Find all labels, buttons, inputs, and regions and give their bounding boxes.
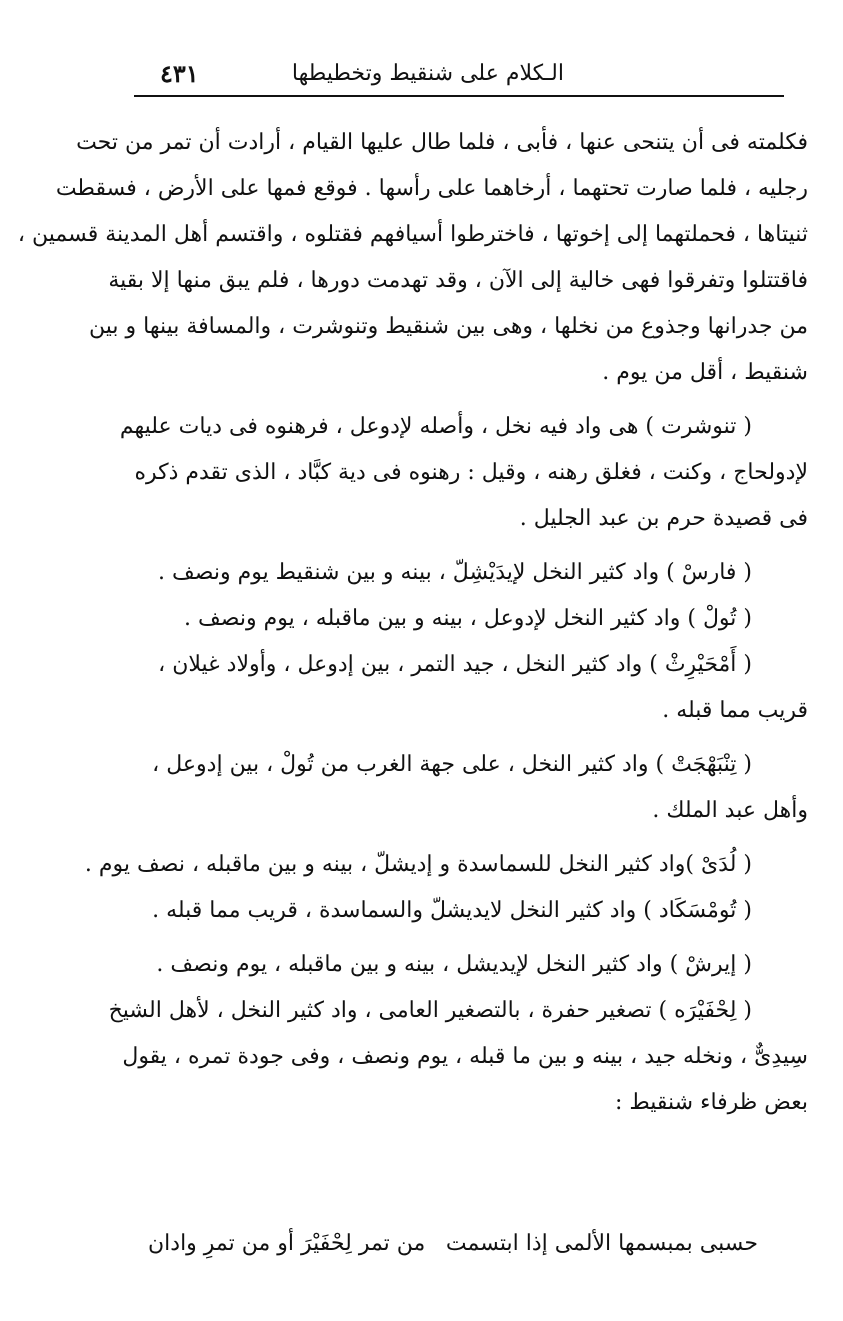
text-line: ( تُومْسَكَاد ) واد كثير النخل لايديشلّ والسماسدة ، قريب مما قبله . xyxy=(152,898,752,923)
text-line: ( فارسْ ) واد كثير النخل لإيدَيْشِلّ ، بينه و بين شنقيط يوم ونصف . xyxy=(158,560,752,585)
text-line: بعض ظرفاء شنقيط : xyxy=(614,1090,808,1115)
text-line: ( أَمْحَيْرِثْ ) واد كثير النخل ، جيد التمر ، بين إدوعل ، وأولاد غيلان ، xyxy=(158,652,752,677)
text-line: ( لُدَىْ )واد كثير النخل للسماسدة و إديشلّ ، بينه و بين ماقبله ، نصف يوم . xyxy=(84,852,752,877)
text-line: ( تُولْ ) واد كثير النخل لإدوعل ، بينه و بين ماقبله ، يوم ونصف . xyxy=(184,606,752,631)
text-line: من جدرانها وجذوع من نخلها ، وهى بين شنقيط وتنوشرت ، والمسافة بينها و بين xyxy=(89,314,808,339)
text-line: قريب مما قبله . xyxy=(662,698,808,723)
text-line: فاقتتلوا وتفرقوا فهى خالية إلى الآن ، وقد تهدمت دورها ، فلم يبق منها إلا بقية xyxy=(108,268,808,293)
text-line: فى قصيدة حرم بن عبد الجليل . xyxy=(519,506,808,531)
poem-first-hemistich: حسبى بمبسمها الألمى إذا ابتسمت xyxy=(445,1231,758,1256)
text-line: رجليه ، فلما صارت تحتهما ، أرخاهما على رأسها . فوقع فمها على الأرض ، فسقطت xyxy=(55,176,808,201)
text-line: شنقيط ، أقل من يوم . xyxy=(602,360,808,385)
poem-verse xyxy=(118,1222,808,1266)
text-line: ( تِنْبَهْجَتْ ) واد كثير النخل ، على جهة الغرب من تُولْ ، بين إدوعل ، xyxy=(152,752,752,777)
text-line: فكلمته فى أن يتنحى عنها ، فأبى ، فلما طال عليها القيام ، أرادت أن تمر من تحت xyxy=(76,130,808,155)
text-line: ( لِحْفَيْرَه ) تصغير حفرة ، بالتصغير العامى ، واد كثير النخل ، لأهل الشيخ xyxy=(108,998,752,1023)
text-line: ثنيتاها ، فحملتهما إلى إخوتها ، فاخترطوا أسيافهم فقتلوه ، واقتسم أهل المدينة قسمين ، xyxy=(17,222,808,247)
text-line: ( تنوشرت ) هى واد فيه نخل ، وأصله لإدوعل ، فرهنوه فى ديات عليهم xyxy=(119,414,752,439)
header-title: الـكلام على شنقيط وتخطيطها xyxy=(291,61,564,86)
text-line: سِيدِىٌّ ، ونخله جيد ، بينه و بين ما قبله ، يوم ونصف ، وفى جودة تمره ، يقول xyxy=(122,1044,808,1069)
header-rule xyxy=(134,95,784,97)
running-header xyxy=(134,55,784,97)
page-number: ٤٣١ xyxy=(160,59,199,88)
text-line: لإدولحاج ، وكنت ، فغلق رهنه ، وقيل : رهنوه فى دية كبَّاد ، الذى تقدم ذكره xyxy=(134,460,808,485)
text-line: وأهل عبد الملك . xyxy=(652,798,808,823)
text-line: ( إيرشْ ) واد كثير النخل لإيديشل ، بينه و بين ماقبله ، يوم ونصف . xyxy=(156,952,752,977)
poem-second-hemistich: من تمر لِحْفَيْرَ أو من تمرِ وادان xyxy=(148,1231,426,1256)
